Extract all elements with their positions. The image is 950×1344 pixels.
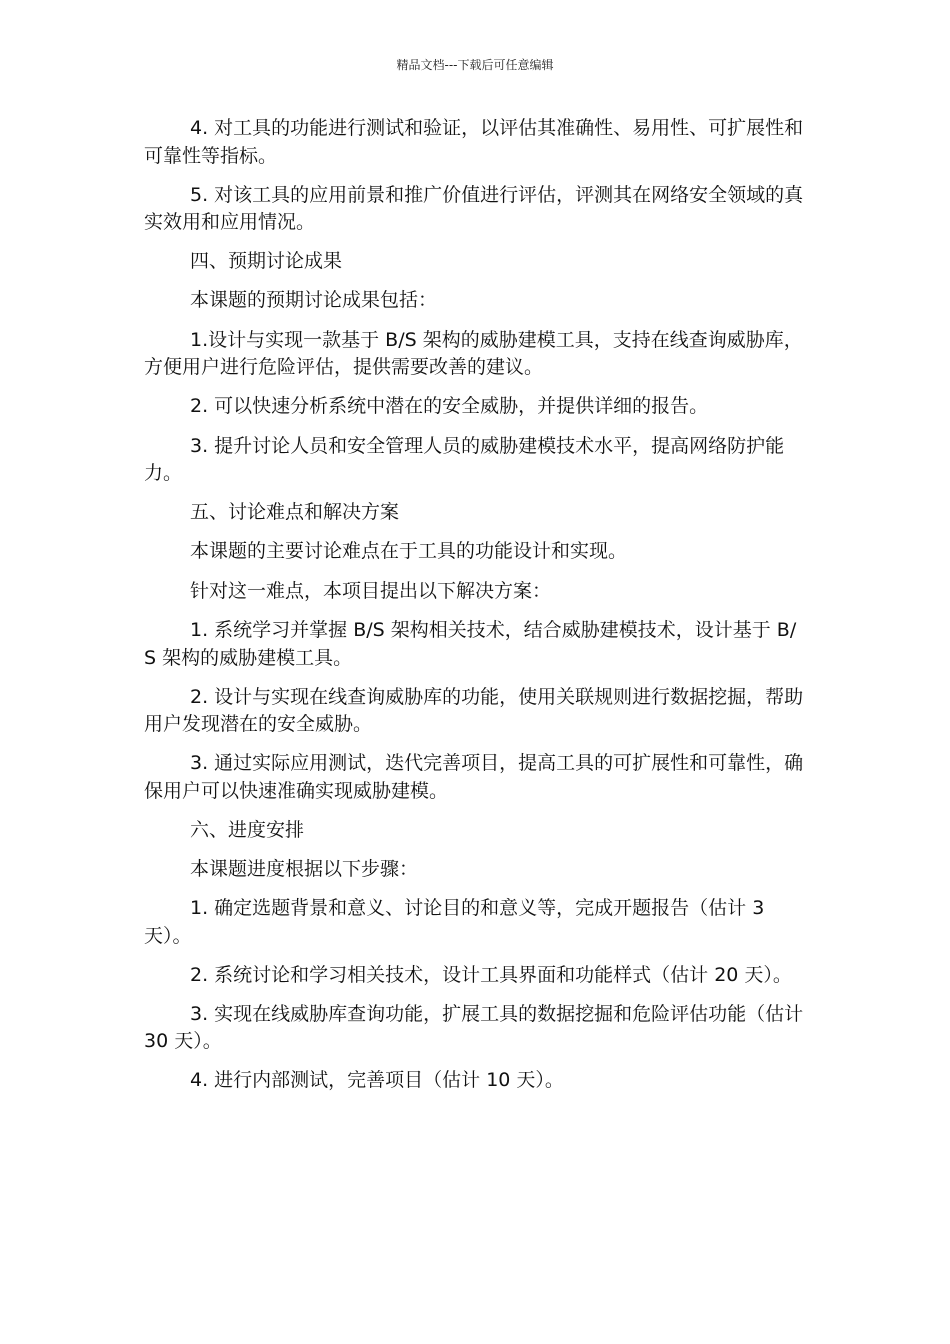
paragraph-schedule-2: 2. 系统讨论和学习相关技术，设计工具界面和功能样式（估计 20 天）。 [190, 963, 792, 986]
paragraph-solutions-intro: 针对这一难点，本项目提出以下解决方案： [190, 579, 552, 602]
paragraph-solution-3: 3. 通过实际应用测试，迭代完善项目，提高工具的可扩展性和可靠性，确保用户可以快速准确实现威胁建模。 [144, 752, 804, 802]
paragraph-step-5-evaluation: 5. 对该工具的应用前景和推广价值进行评估，评测其在网络安全领域的真实效用和应用情况。 [144, 183, 804, 234]
document-body [144, 115, 808, 1107]
section-heading-schedule: 六、进度安排 [190, 818, 305, 841]
section-heading-expected-results: 四、预期讨论成果 [190, 250, 343, 273]
paragraph-schedule-4: 4. 进行内部测试，完善项目（估计 10 天）。 [190, 1069, 564, 1092]
paragraph-schedule-1: 1. 确定选题背景和意义、讨论目的和意义等，完成开题报告（估计 3 天）。 [144, 897, 765, 947]
paragraph-result-2: 2. 可以快速分析系统中潜在的安全威胁，并提供详细的报告。 [190, 395, 709, 418]
paragraph-result-3: 3. 提升讨论人员和安全管理人员的威胁建模技术水平，提高网络防护能力。 [144, 434, 785, 485]
paragraph-difficulty: 本课题的主要讨论难点在于工具的功能设计和实现。 [190, 540, 628, 563]
page-header: 精品文档---下载后可任意编辑 [396, 58, 554, 72]
paragraph-solution-2: 2. 设计与实现在线查询威胁库的功能，使用关联规则进行数据挖掘，帮助用户发现潜在的安全威胁。 [144, 685, 804, 736]
paragraph-results-intro: 本课题的预期讨论成果包括： [190, 289, 438, 312]
paragraph-schedule-3: 3. 实现在线威胁库查询功能，扩展工具的数据挖掘和危险评估功能（估计 30 天）。 [144, 1002, 804, 1053]
paragraph-result-1: 1.设计与实现一款基于 B/S 架构的威胁建模工具，支持在线查询威胁库，方便用户进行危险评估，提供需要改善的建议。 [144, 328, 803, 379]
section-heading-difficulties: 五、讨论难点和解决方案 [190, 501, 400, 524]
paragraph-schedule-intro: 本课题进度根据以下步骤： [190, 858, 419, 881]
paragraph-step-4-testing: 4. 对工具的功能进行测试和验证，以评估其准确性、易用性、可扩展性和可靠性等指标。 [144, 117, 804, 167]
paragraph-solution-1: 1. 系统学习并掌握 B/S 架构相关技术，结合威胁建模技术，设计基于 B/S 架构的威胁建模工具。 [144, 619, 797, 669]
